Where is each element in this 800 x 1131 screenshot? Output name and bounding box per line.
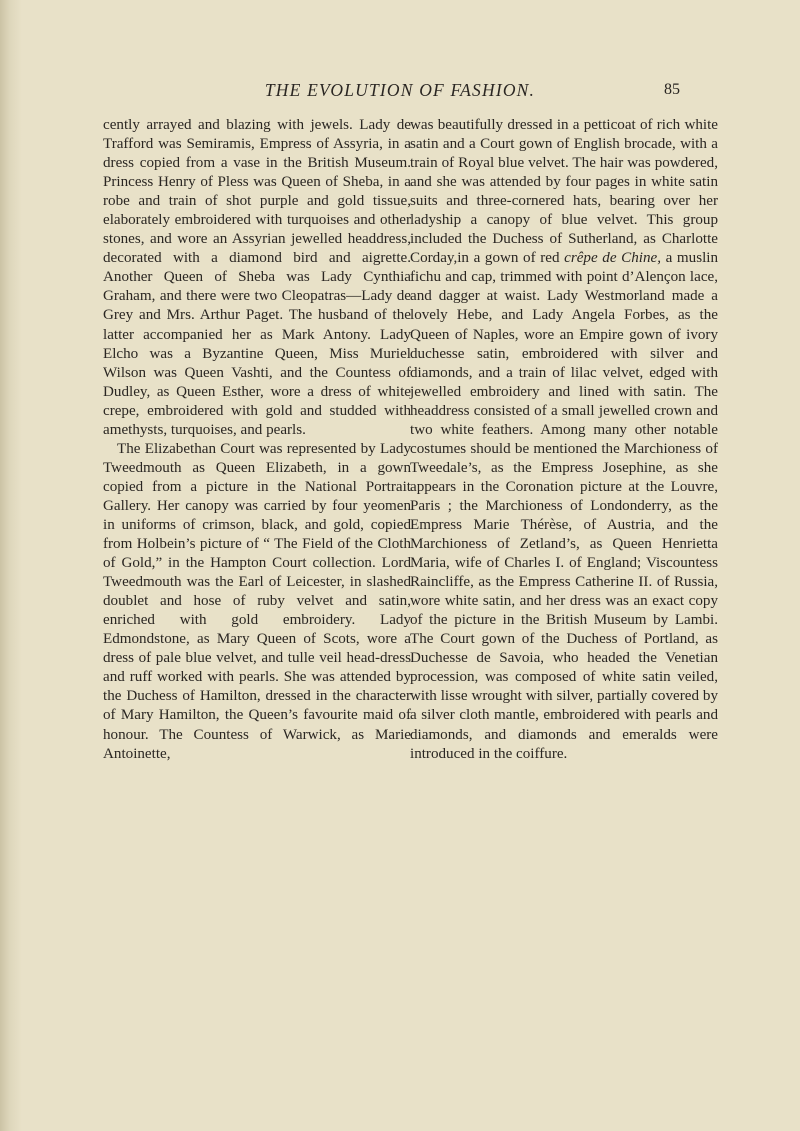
- running-head: [0, 80, 800, 104]
- left-column: [103, 116, 411, 764]
- page-number: 85: [664, 81, 680, 98]
- italic-text-run: crêpe de Chine,: [564, 250, 661, 267]
- running-title: THE EVOLUTION OF FASHION.: [264, 80, 536, 100]
- paragraph-continued-right: [410, 116, 718, 764]
- paragraph-continued: cently arrayed and blazing with jewels. Lady de Trafford was Semiramis, Empress of Assyria, in a dress copied from a vase in the British Museum. Princess Henry of Pless was Queen of Sheba, in a robe and train of shot purple and gold tissue, elaborately embroidered with turquoises and other stones, and wore an Assyrian jewelled headdress, decorated with a diamond bird and aigrette. Another Queen of Sheba was Lady Cynthia Graham, and there were two Cleopatras—Lady de Grey and Mrs. Arthur Paget. The husband of the latter accompanied her as Mark Antony. Lady Elcho was a Byzantine Queen, Miss Muriel Wilson was Queen Vashti, and the Countess of Dudley, as Queen Esther, wore a dress of white crepe, embroidered with gold and studded with amethysts, turquoises, and pearls.: [103, 117, 411, 438]
- text-run: a muslin fichu and cap, trimmed with point d’Alençon lace, and dagger at waist. Lady Westmorland made a lovely Hebe, and Lady Angela Forbes, as the Queen of Naples, wore an Empire gown of ivory duchesse satin, embroidered with silver and diamonds, and a train of lilac velvet, edged with jewelled embroidery and lined with satin. The headdress consisted of a small jewelled crown and two white feathers. Among many other notable costumes should be mentioned the Marchioness of Tweedale’s, as the Empress Josephine, as she appears in the Coronation picture at the Louvre, Paris ; the Marchioness of Londonderry, as the Empress Marie Thérèse, of Austria, and the Marchioness of Zetland’s, as Queen Henrietta Maria, wife of Charles I. of England; Viscountess Raincliffe, as the Empress Catherine II. of Russia, wore white satin, and her dress was an exact copy of the picture in the British Museum by Lambi. The Court gown of the Duchess of Portland, as Duchesse de Savoia, who headed the Venetian procession, was composed of white satin veiled, with lisse wrought with silver, partially covered by a silver cloth mantle, embroidered with pearls and diamonds, and diamonds and emeralds were introduced in the coiffure.: [410, 250, 718, 762]
- paragraph-elizabethan-court: The Elizabethan Court was represented by Lady Tweedmouth as Queen Elizabeth, in a gown copied from a picture in the National Portrait Gallery. Her canopy was carried by four yeomen in uniforms of crimson, black, and gold, copied from Holbein’s picture of “ The Field of the Cloth of Gold,” in the Hampton Court collection. Lord Tweedmouth was the Earl of Leicester, in slashed doublet and hose of ruby velvet and satin, enriched with gold embroidery. Lady Edmondstone, as Mary Queen of Scots, wore a dress of pale blue velvet, and tulle veil head-dress and ruff worked with pearls. She was attended by the Duchess of Hamilton, dressed in the character of Mary Hamilton, the Queen’s favourite maid of honour. The Countess of Warwick, as Marie Antoinette,: [103, 440, 411, 762]
- right-column: [410, 116, 718, 764]
- text-run: was beautifully dressed in a petticoat of rich white satin and a Court gown of English brocade, with a train of Royal blue velvet. The hair was powdered, and she was attended by four pages in white satin suits and three-cornered hats, bearing over her ladyship a canopy of blue velvet. This group included the Duchess of Sutherland, as Charlotte Corday,in a gown of red: [410, 117, 718, 267]
